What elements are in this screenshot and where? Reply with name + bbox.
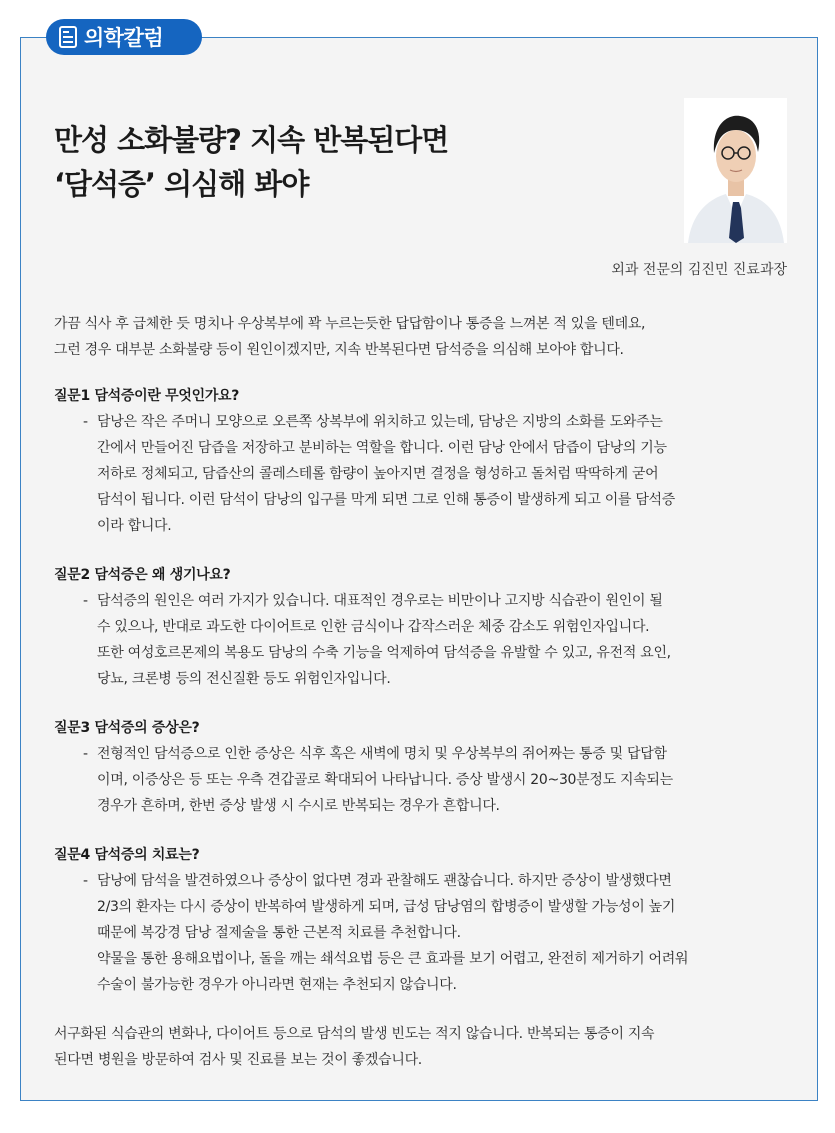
answer-3 (54, 741, 789, 819)
column-badge (46, 19, 202, 55)
answer-line: 담낭은 작은 주머니 모양으로 오른쪽 상복부에 위치하고 있는데, 담낭은 지방의 소화를 도와주는 (97, 414, 663, 430)
answer-line: 수술이 불가능한 경우가 아니라면 현재는 추천되지 않습니다. (97, 977, 457, 993)
answer-line: 간에서 만들어진 담즙을 저장하고 분비하는 역할을 합니다. 이런 담낭 안에서 담즙이 담낭의 기능 (97, 440, 667, 456)
question-3: 질문3 담석증의 증상은? (54, 720, 200, 736)
article-body (54, 311, 789, 1073)
answer-line: 이라 합니다. (97, 518, 172, 534)
answer-line: 담석증의 원인은 여러 가지가 있습니다. 대표적인 경우로는 비만이나 고지방 식습관이 원인이 될 (97, 593, 663, 609)
answer-1 (54, 409, 789, 539)
dash-marker: - (83, 593, 88, 609)
answer-line: 약물을 통한 용해요법이나, 돌을 깨는 쇄석요법 등은 큰 효과를 보기 어렵고, 완전히 제거하기 어려워 (97, 951, 689, 967)
answer-line: 수 있으나, 반대로 과도한 다이어트로 인한 금식이나 갑작스러운 체중 감소도 위험인자입니다. (97, 619, 650, 635)
question-2: 질문2 담석증은 왜 생기나요? (54, 567, 231, 583)
dash-marker: - (83, 414, 88, 430)
title-line-1: 만성 소화불량? 지속 반복된다면 (54, 123, 449, 157)
answer-line: 전형적인 담석증으로 인한 증상은 식후 혹은 새벽에 명치 및 우상복부의 쥐어짜는 통증 및 답답함 (97, 746, 667, 762)
badge-label: 의학칼럼 (84, 26, 164, 50)
answer-line: 당뇨, 크론병 등의 전신질환 등도 위험인자입니다. (97, 671, 391, 687)
author-name: 외과 전문의 김진민 진료과장 (611, 262, 787, 278)
intro-line: 가끔 식사 후 급체한 듯 명치나 우상복부에 꽉 누르는듯한 답답함이나 통증을 느껴본 적 있을 텐데요, (54, 316, 646, 332)
answer-line: 담낭에 담석을 발견하였으나 증상이 없다면 경과 관찰해도 괜찮습니다. 하지만 증상이 발생했다면 (97, 873, 672, 889)
author-photo (684, 98, 787, 243)
dash-marker: - (83, 873, 88, 889)
answer-line: 때문에 복강경 담낭 절제술을 통한 근본적 치료를 추천합니다. (97, 925, 461, 941)
answer-4 (54, 868, 789, 998)
answer-line: 또한 여성호르몬제의 복용도 담낭의 수축 기능을 억제하여 담석증을 유발할 수 있고, 유전적 요인, (97, 645, 671, 661)
outro-line: 서구화된 식습관의 변화나, 다이어트 등으로 담석의 발생 빈도는 적지 않습니다. 반복되는 통증이 지속 (54, 1026, 655, 1042)
dash-marker: - (83, 746, 88, 762)
answer-line: 경우가 흔하며, 한번 증상 발생 시 수시로 반복되는 경우가 흔합니다. (97, 798, 500, 814)
intro-line: 그런 경우 대부분 소화불량 등이 원인이겠지만, 지속 반복된다면 담석증을 의심해 보아야 합니다. (54, 342, 624, 358)
answer-line: 저하로 정체되고, 담즙산의 콜레스테롤 함량이 높아지면 결정을 형성하고 돌처럼 딱딱하게 굳어 (97, 466, 659, 482)
answer-line: 2/3의 환자는 다시 증상이 반복하여 발생하게 되며, 급성 담낭염의 합병증이 발생할 가능성이 높기 (97, 899, 676, 915)
outro-line: 된다면 병원을 방문하여 검사 및 진료를 보는 것이 좋겠습니다. (54, 1052, 422, 1068)
document-icon (58, 25, 78, 49)
title-line-2: ‘담석증’ 의심해 봐야 (54, 167, 309, 201)
article-title (54, 118, 654, 206)
question-1: 질문1 담석증이란 무엇인가요? (54, 388, 240, 404)
answer-line: 이며, 이증상은 등 또는 우측 견갑골로 확대되어 나타납니다. 증상 발생시 20~30분정도 지속되는 (97, 772, 673, 788)
answer-2 (54, 588, 789, 692)
intro-paragraph (54, 311, 789, 363)
outro-paragraph (54, 1021, 789, 1073)
answer-line: 담석이 됩니다. 이런 담석이 담낭의 입구를 막게 되면 그로 인해 통증이 발생하게 되고 이를 담석증 (97, 492, 675, 508)
question-4: 질문4 담석증의 치료는? (54, 847, 200, 863)
